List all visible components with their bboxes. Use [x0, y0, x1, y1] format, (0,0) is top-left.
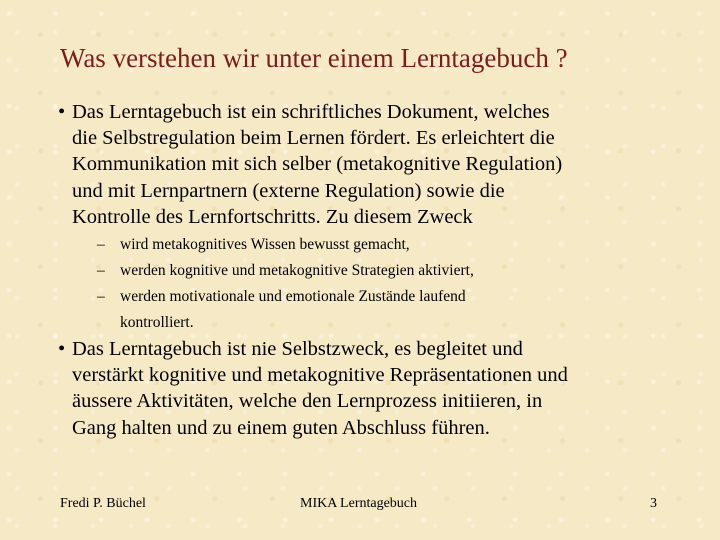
- dash-marker: –: [97, 236, 105, 253]
- sub-item: [97, 258, 617, 284]
- dash-marker: –: [97, 288, 105, 305]
- sub-item-text: werden kognitive und metakognitive Strategien aktiviert,: [120, 262, 474, 279]
- footer-author: Fredi P. Büchel: [60, 496, 146, 511]
- sub-item-text: kontrolliert.: [120, 314, 194, 331]
- sub-item-text: werden motivationale und emotionale Zustände laufend: [120, 288, 466, 305]
- bullet-marker: •: [58, 338, 66, 360]
- slide-title: Was verstehen wir unter einem Lerntagebuch ?: [60, 43, 568, 73]
- bullet-text-line: äussere Aktivitäten, welche den Lernprozess initiieren, in: [72, 390, 543, 413]
- bullet-text-line: Kontrolle des Lernfortschritts. Zu diesem Zweck: [72, 205, 473, 228]
- bullet-text-line: Gang halten und zu einem guten Abschluss führen.: [72, 416, 490, 439]
- bullet-text-line: und mit Lernpartnern (externe Regulation) sowie die: [72, 179, 505, 202]
- footer-title: MIKA Lerntagebuch: [300, 496, 418, 511]
- bullet-item: [58, 99, 658, 230]
- sub-item: [97, 284, 617, 336]
- bullet-text-line: Das Lerntagebuch ist nie Selbstzweck, es begleitet und: [72, 338, 523, 360]
- bullet-text-line: Kommunikation mit sich selber (metakognitive Regulation): [72, 153, 563, 176]
- bullet-text-line: die Selbstregulation beim Lernen fördert. Es erleichtert die: [72, 127, 555, 150]
- sub-item-text: wird metakognitives Wissen bewusst gemacht,: [120, 236, 410, 253]
- sub-item: [97, 232, 617, 258]
- page-number: 3: [650, 496, 657, 511]
- bullet-text-line: Das Lerntagebuch ist ein schriftliches Dokument, welches: [72, 101, 550, 123]
- bullet-marker: •: [58, 101, 66, 123]
- bullet-item: [58, 336, 658, 441]
- bullet-text-line: verstärkt kognitive und metakognitive Repräsentationen und: [72, 364, 568, 387]
- dash-marker: –: [97, 262, 105, 279]
